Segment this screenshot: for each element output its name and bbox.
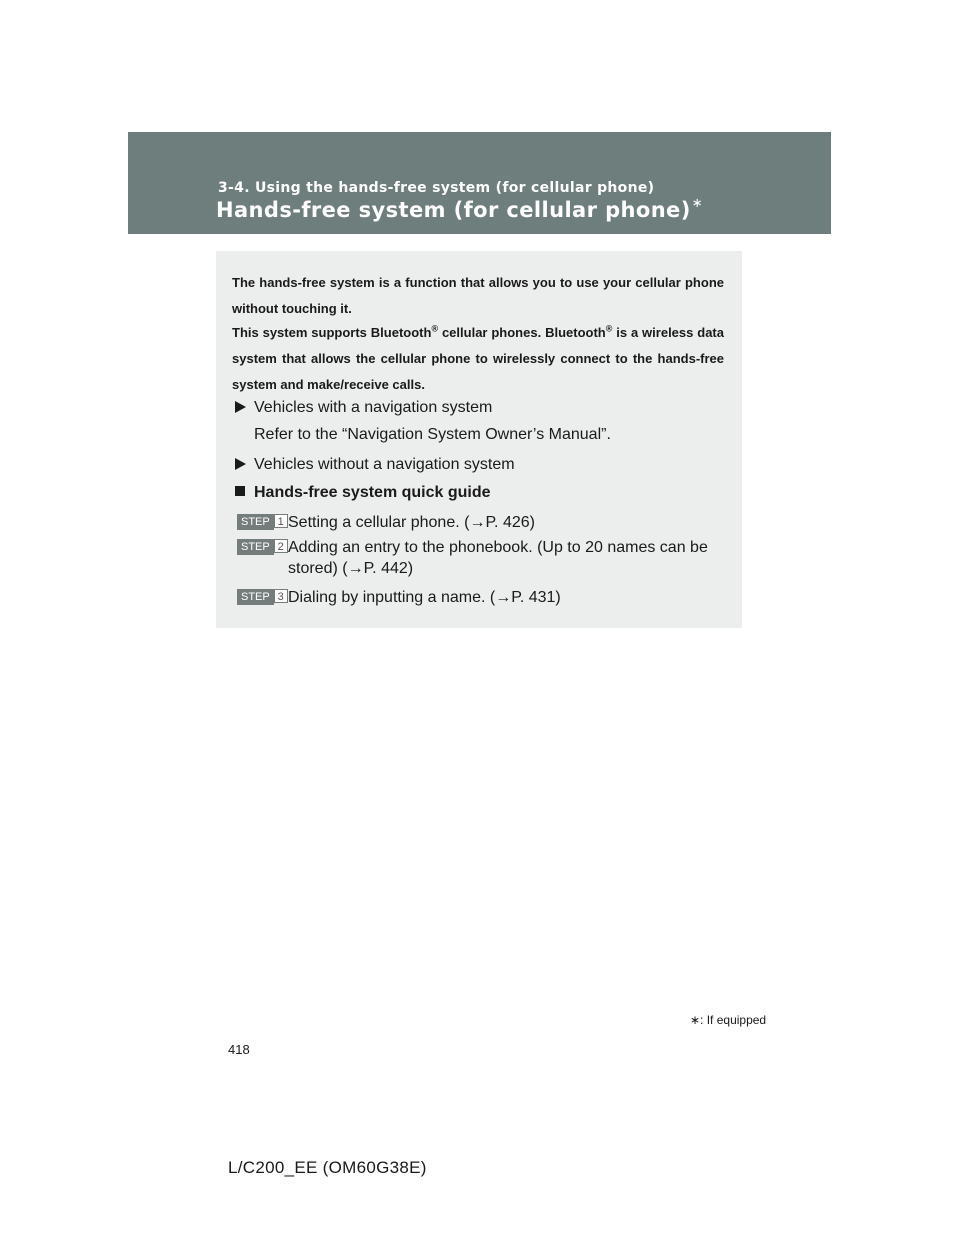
square-bullet-icon [235,486,245,496]
step-2-text-cont: stored) (→P. 442) [288,560,414,577]
nav-with-item: Vehicles with a navigation system [232,399,492,417]
nav-with-reference: Refer to the “Navigation System Owner’s Manual”. [254,426,611,443]
intro-paragraph-1: The hands-free system is a function that allows you to use your cellular phone without touching it. [232,275,724,316]
page-number: 418 [228,1042,250,1057]
triangle-bullet-icon [235,401,246,413]
footnote: ∗: If equipped [690,1013,767,1027]
step-badge-3: STEP 3 [237,589,288,603]
step-2-text: Adding an entry to the phonebook. (Up to 20 names can be [288,539,708,556]
step-1-text: Setting a cellular phone. (→P. 426) [288,514,535,531]
document-code: L/C200_EE (OM60G38E) [228,1158,427,1177]
page-title [216,198,703,222]
page-title-text: Hands-free system (for cellular phone) [216,198,691,222]
intro-paragraph-2: This system supports Bluetooth® cellular phones. Bluetooth® is a wireless data system that allows the cellular phone to wirelessly connect to the hands-free system and make/receive calls. [232,323,724,392]
quick-guide-heading: Hands-free system quick guide [232,484,491,502]
step-badge-1: STEP 1 [237,514,288,528]
section-label: 3-4. Using the hands-free system (for cellular phone) [218,180,655,196]
if-equipped-mark: ∗ [691,196,703,211]
step-badge-2: STEP 2 [237,539,288,553]
triangle-bullet-icon [235,458,246,470]
step-3-text: Dialing by inputting a name. (→P. 431) [288,589,561,606]
nav-without-item: Vehicles without a navigation system [232,456,515,474]
